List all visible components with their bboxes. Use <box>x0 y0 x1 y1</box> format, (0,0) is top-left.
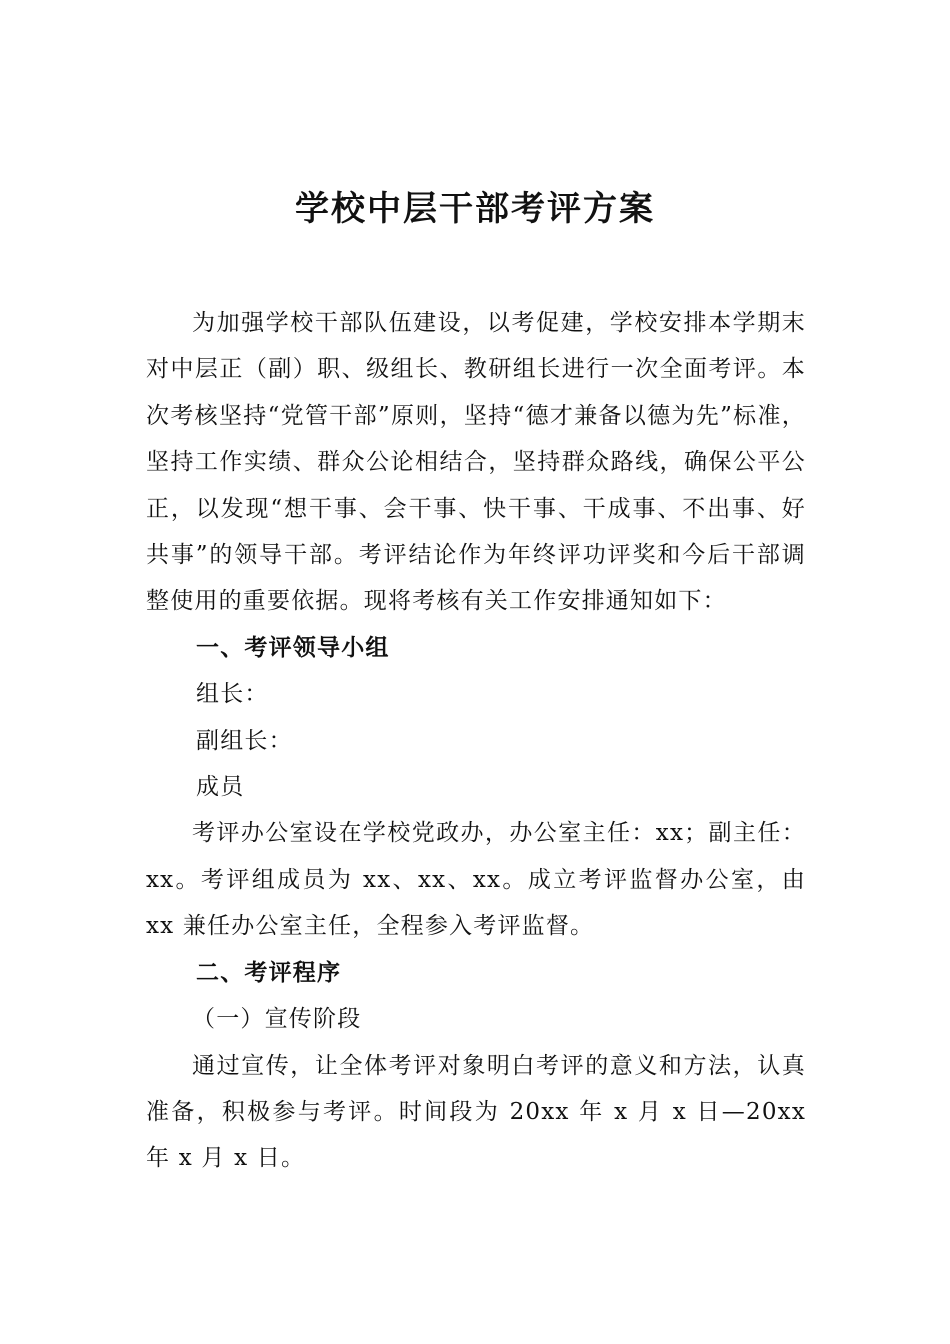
group-leader-line: 组长： <box>196 681 269 708</box>
document-title: 学校中层干部考评方案 <box>295 189 655 229</box>
stage-heading-publicity: （一）宣传阶段 <box>192 1006 362 1033</box>
section-heading-leadership-group: 一、考评领导小组 <box>196 634 390 661</box>
office-paragraph: 考评办公室设在学校党政办，办公室主任：xx；副主任：xx。考评组成员为 xx、xx、xx。成立考评监督办公室，由 xx 兼任办公室主任，全程参入考评监督。 <box>146 820 806 940</box>
publicity-paragraph: 通过宣传，让全体考评对象明白考评的意义和方法，认真准备，积极参与考评。时间段为 20xx 年 x 月 x 日—20xx 年 x 月 x 日。 <box>146 1052 806 1172</box>
deputy-leader-line: 副组长： <box>196 727 293 754</box>
section-heading-procedure: 二、考评程序 <box>196 959 342 986</box>
document-body <box>146 300 806 1182</box>
members-line: 成员 <box>196 774 245 801</box>
intro-paragraph: 为加强学校干部队伍建设，以考促建，学校安排本学期末对中层正（副）职、级组长、教研组长进行一次全面考评。本次考核坚持“党管干部”原则，坚持“德才兼备以德为先”标准，坚持工作实绩、群众公论相结合，坚持群众路线，确保公平公正，以发现“想干事、会干事、快干事、干成事、不出事、好共事”的领导干部。考评结论作为年终评功评奖和今后干部调整使用的重要依据。现将考核有关工作安排通知如下： <box>146 310 806 615</box>
